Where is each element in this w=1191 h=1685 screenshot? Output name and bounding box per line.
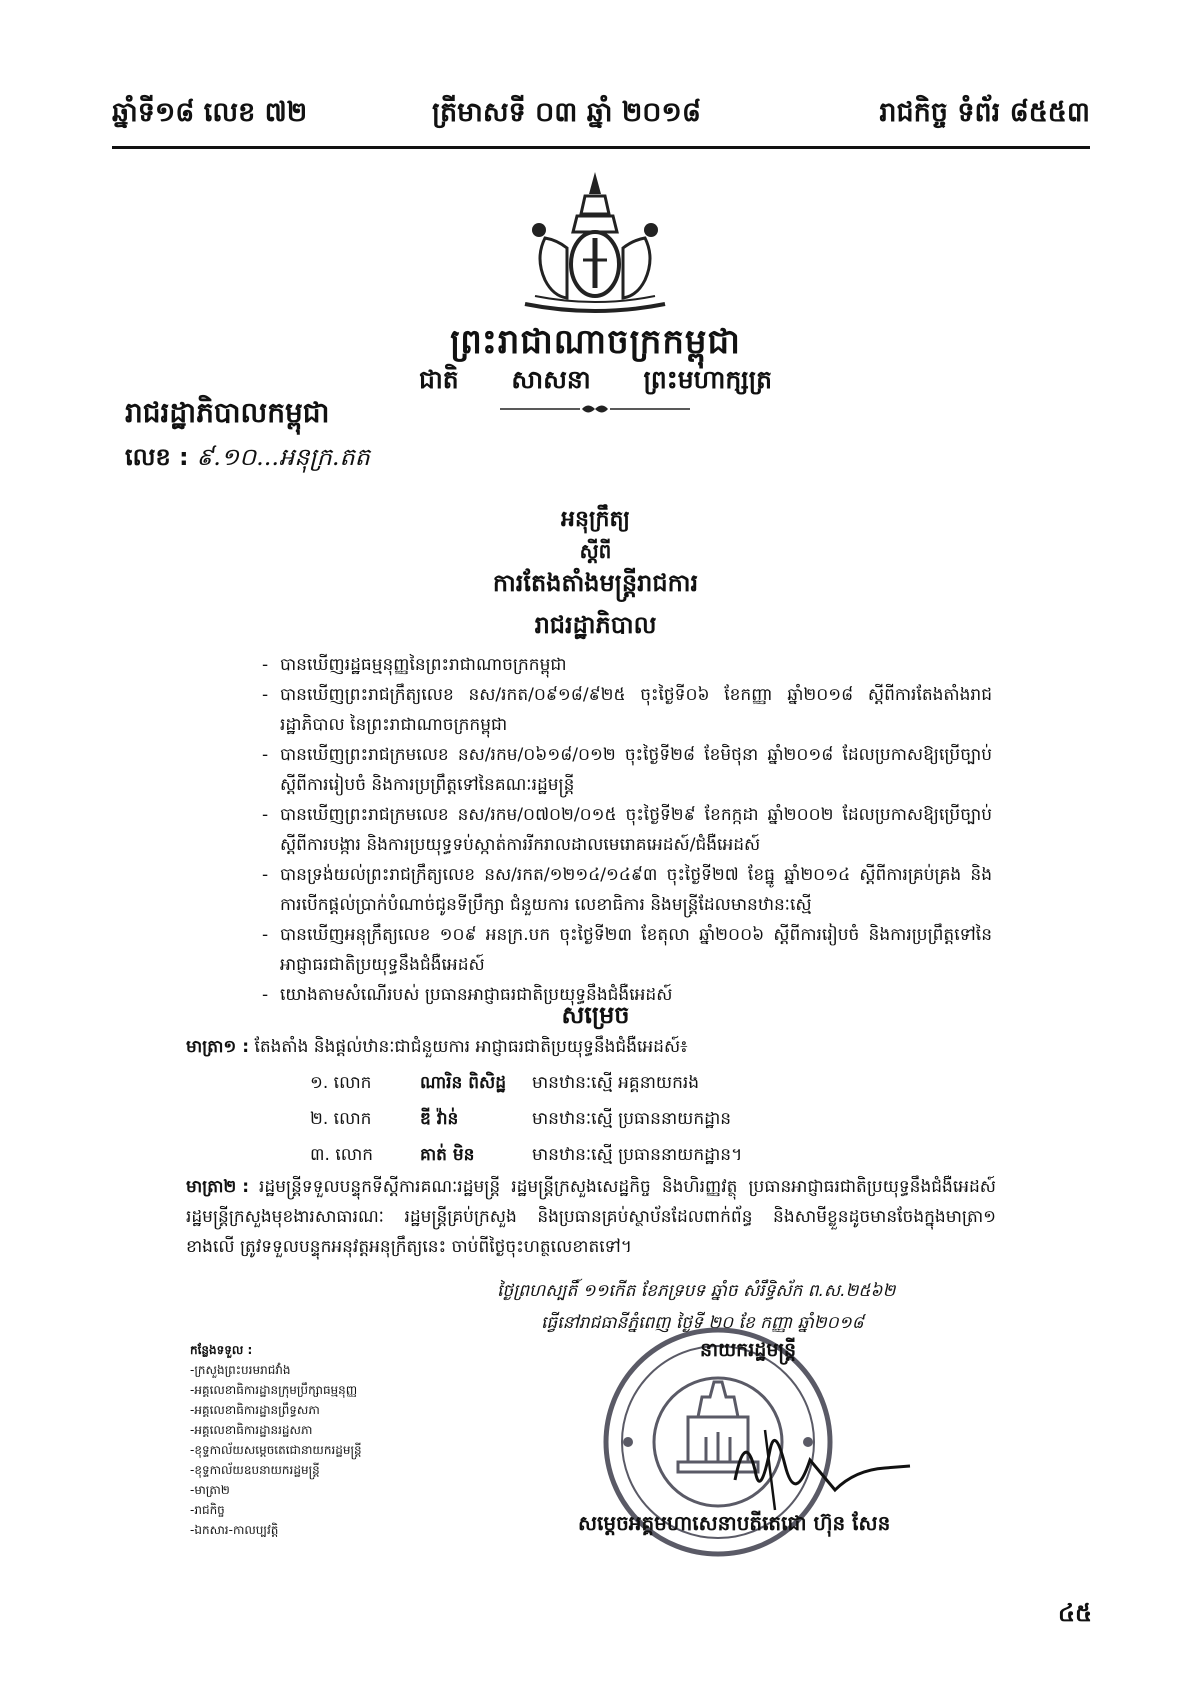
lunar-date: ថ្ងៃព្រហស្បតិ៍ ១១កើត ខែភទ្របទ ឆ្នាំច សំរឹទ្ធិស័ក ព.ស.២៥៦២: [497, 1281, 896, 1301]
ornament-divider-icon: [500, 402, 690, 416]
article-1-label: មាត្រា១ :: [186, 1037, 250, 1057]
decree-subject: ការតែងតាំងមន្ត្រីរាជការ: [492, 569, 699, 597]
appointee-rank: មានឋានៈស្មើ ប្រធាននាយកដ្ឋាន។: [532, 1145, 743, 1165]
distribution-item: -ក្រសួងព្រះបរមរាជវាំង: [190, 1363, 291, 1377]
distribution-item: -រាជកិច្ច: [190, 1503, 225, 1517]
consideration-item: - បានឃើញព្រះរាជក្រឹត្យលេខ នស/រកត/០៩១៨/៩២៥ ចុះថ្ងៃទី០៦ ខែកញ្ញា ឆ្នាំ២០១៨ ស្តីពីការតែងតាំងរាជរដ្ឋាភិបាល នៃព្រះរាជាណាចក្រកម្ពុជា: [262, 680, 992, 740]
distribution-item: -អគ្គលេខាធិការដ្ឋានក្រុមប្រឹក្សាធម្មនុញ្ញ: [190, 1383, 358, 1397]
appointee-rank: មានឋានៈស្មើ ប្រធាននាយកដ្ឋាន: [532, 1109, 732, 1129]
document-number: [125, 442, 370, 477]
signatory-name: សម្តេចអគ្គមហាសេនាបតីតេជោ ហ៊ុន សែន: [578, 1511, 891, 1535]
article-1: [186, 1032, 1006, 1062]
issuing-authority: រាជរដ្ឋាភិបាល: [534, 611, 657, 639]
consideration-item: - បានឃើញព្រះរាជក្រមលេខ នស/រកម/០៧០២/០១៥ ចុះថ្ងៃទី២៩ ខែកក្កដា ឆ្នាំ២០០២ ដែលប្រកាសឱ្យប្រើច្បាប់ស្តីពីការបង្ការ និងការប្រយុទ្ធទប់ស្កាត់ការរីករាលដាលមេរោគអេដស៍/ជំងឺអេដស៍: [262, 800, 992, 860]
government-name: រាជរដ្ឋាភិបាលកម្ពុជា: [125, 396, 330, 429]
consideration-item: - យោងតាមសំណើរបស់ ប្រធានអាជ្ញាធរជាតិប្រយុទ្ធនឹងជំងឺអេដស៍: [262, 980, 992, 1010]
motto-king: ព្រះមហាក្សត្រ: [643, 365, 773, 394]
consideration-item: - បានឃើញព្រះរាជក្រមលេខ នស/រកម/០៦១៨/០១២ ចុះថ្ងៃទី២៨ ខែមិថុនា ឆ្នាំ២០១៨ ដែលប្រកាសឱ្យប្រើច្បាប់ស្តីពីការរៀបចំ និងការប្រព្រឹត្តទៅនៃគណៈរដ្ឋមន្ត្រី: [262, 740, 992, 800]
distribution-item: -អគ្គលេខាធិការដ្ឋានរដ្ឋសភា: [190, 1423, 313, 1437]
consideration-item: - បានឃើញអនុក្រឹត្យលេខ ១០៩ អនក្រ.បក ចុះថ្ងៃទី២៣ ខែតុលា ឆ្នាំ២០០៦ ស្តីពីការរៀបចំ និងការប្រព្រឹត្តទៅនៃអាជ្ញាធរជាតិប្រយុទ្ធនឹងជំងឺអេដស៍: [262, 920, 992, 980]
appointee-row: [310, 1140, 1010, 1176]
decree-on: ស្តីពី: [579, 539, 612, 563]
consideration-item: - បានឃើញរដ្ឋធម្មនុញ្ញនៃព្រះរាជាណាចក្រកម្ពុជា: [262, 650, 992, 680]
considerations-list: [262, 650, 992, 1010]
appointee-row: [310, 1068, 1010, 1104]
distribution-item: -អគ្គលេខាធិការដ្ឋានព្រឹទ្ធសភា: [190, 1403, 320, 1417]
issue-place-date: ធ្វើនៅរាជធានីភ្នំពេញ ថ្ងៃទី ២០ ខែ កញ្ញា ឆ្នាំ២០១៨: [541, 1313, 864, 1333]
signatory-title: នាយករដ្ឋមន្ត្រី: [700, 1339, 797, 1361]
distribution-list: [190, 1340, 490, 1540]
appointee-name: គាត់ មិន: [420, 1145, 475, 1165]
appointee-name: ណារិន ពិសិដ្ឋ: [420, 1073, 507, 1093]
distribution-item: -ខុទ្ទកាល័យឧបនាយករដ្ឋមន្ត្រី: [190, 1463, 320, 1477]
kingdom-name: ព្រះរាជាណាចក្រកម្ពុជា: [450, 322, 741, 362]
appointee-list: [310, 1068, 1010, 1176]
article-1-text: តែងតាំង និងផ្តល់ឋានៈជាជំនួយការ អាជ្ញាធរជាតិប្រយុទ្ធនឹងជំងឺអេដស៍៖: [254, 1037, 688, 1057]
appointee-index: ១. លោក: [310, 1073, 372, 1093]
distribution-title: កន្លែងទទួល :: [190, 1343, 253, 1357]
gazette-page: រាជកិច្ច ទំព័រ ៨៥៥៣: [879, 97, 1090, 128]
appointee-index: ២. លោក: [310, 1109, 372, 1129]
distribution-item: -មាត្រា២: [190, 1483, 230, 1497]
decree-type: អនុក្រឹត្យ: [561, 507, 630, 532]
decision-heading: សម្រេច: [561, 1001, 630, 1029]
appointee-rank: មានឋានៈស្មើ អគ្គនាយករង: [532, 1073, 700, 1093]
motto-religion: សាសនា: [511, 365, 591, 394]
document-number-value: ៩.១០...អនុក្រ.តត: [196, 443, 370, 471]
motto-nation: ជាតិ: [418, 365, 459, 394]
distribution-item: -ខុទ្ទកាល័យសម្តេចតេជោនាយករដ្ឋមន្ត្រី: [190, 1443, 362, 1457]
distribution-item: -ឯកសារ-កាលប្បវត្តិ: [190, 1523, 279, 1537]
appointee-index: ៣. លោក: [310, 1145, 374, 1165]
consideration-item: - បានទ្រង់យល់ព្រះរាជក្រឹត្យលេខ នស/រកត/១២១៤/១៤៩៣ ចុះថ្ងៃទី២៧ ខែធ្នូ ឆ្នាំ២០១៤ ស្តីពីការគ្រប់គ្រង និងការបើកផ្តល់ប្រាក់បំណាច់ជូនទីប្រឹក្សា ជំនួយការ លេខាធិការ និងមន្ត្រីដែលមានឋានៈស្មើ: [262, 860, 992, 920]
article-2-text: រដ្ឋមន្ត្រីទទួលបន្ទុកទីស្តីការគណៈរដ្ឋមន្ត្រី រដ្ឋមន្ត្រីក្រសួងសេដ្ឋកិច្ច និងហិរញ្ញវត្ថុ ប្រធានអាជ្ញាធរជាតិប្រយុទ្ធនឹងជំងឺអេដស៍ រដ្ឋមន្ត្រីក្រសួងមុខងារសាធារណៈ រដ្ឋមន្ត្រីគ្រប់ក្រសួង និងប្រធានគ្រប់ស្ថាប័នដែលពាក់ព័ន្ធ និងសាមីខ្លួនដូចមានចែងក្នុងមាត្រា១ ខាងលើ ត្រូវទទួលបន្ទុកអនុវត្តអនុក្រឹត្យនេះ ចាប់ពីថ្ងៃចុះហត្ថលេខាតទៅ។: [186, 1177, 996, 1257]
article-2-label: មាត្រា២ :: [186, 1177, 250, 1197]
document-number-label: លេខ :: [125, 443, 189, 471]
page-number: ៤៥: [1058, 1599, 1092, 1627]
gazette-year-issue: ឆ្នាំទី១៨ លេខ ៧២: [112, 97, 308, 128]
appointee-row: [310, 1104, 1010, 1140]
appointee-name: ឌី វ៉ាន់: [420, 1109, 459, 1129]
signature-icon: [715, 1410, 915, 1520]
article-2: [186, 1172, 996, 1262]
header-divider: [112, 146, 1090, 149]
royal-crest-icon: [505, 168, 685, 318]
gazette-header: [112, 96, 1090, 140]
gazette-quarter: ត្រីមាសទី ០៣ ឆ្នាំ ២០១៨: [432, 97, 701, 128]
